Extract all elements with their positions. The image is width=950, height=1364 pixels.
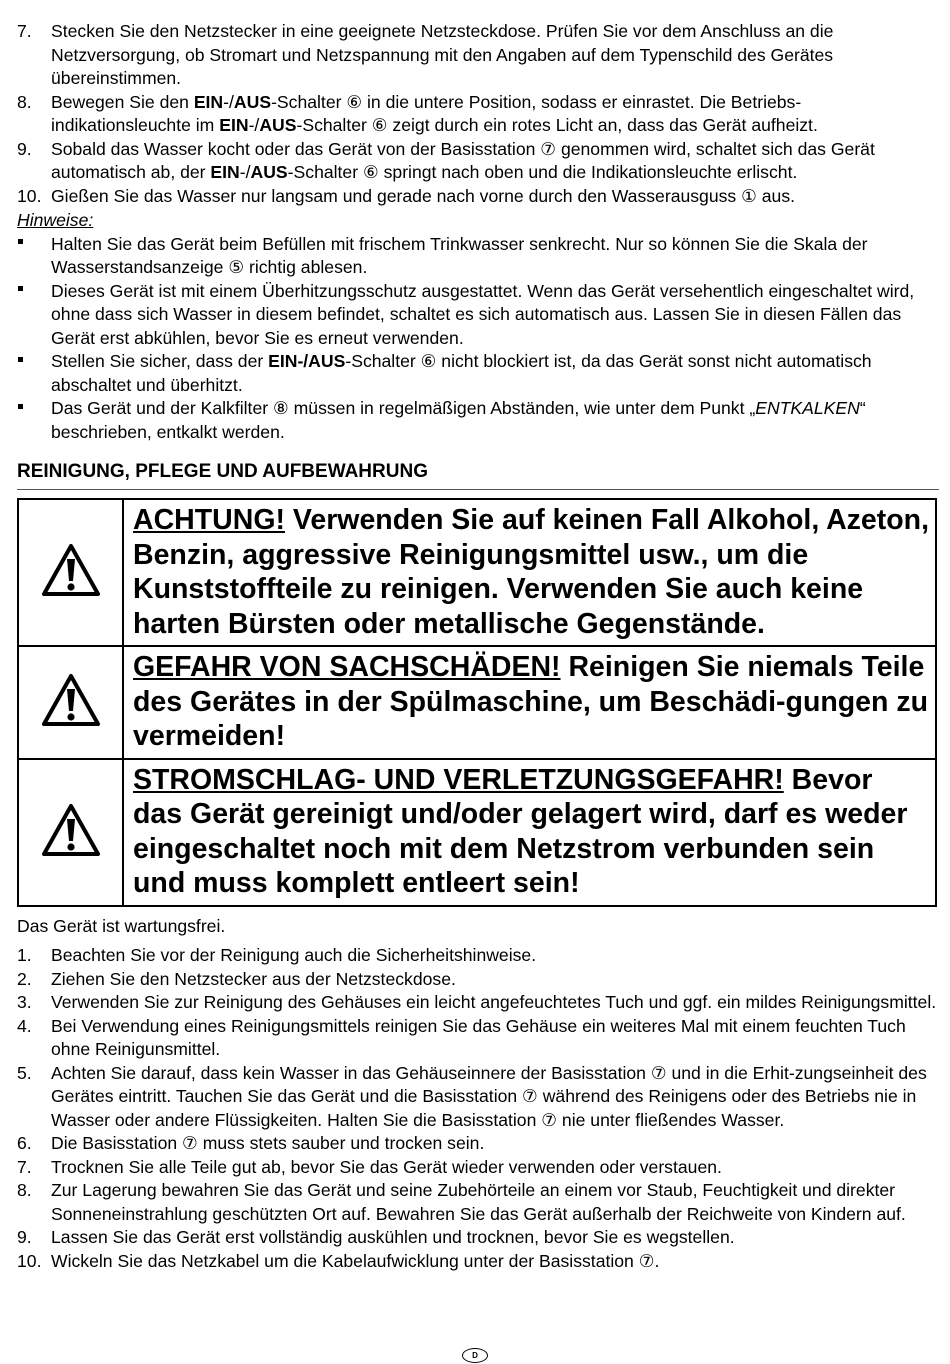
list-item <box>17 138 939 185</box>
item-text: Beachten Sie vor der Reinigung auch die Sicherheitshinweise. <box>51 945 537 965</box>
warning-text <box>123 759 936 906</box>
warning-body: Verwenden Sie auf keinen Fall Alkohol, Azeton, Benzin, aggressive Reinigungsmittel usw., um die Kunststoffteile zu reinigen. Verwenden Sie auch keine harten Bürsten oder metallische Gegenstände. <box>133 504 930 640</box>
item-number: 1. <box>17 945 32 965</box>
manual-page <box>17 20 939 1273</box>
bold-term: EIN <box>210 162 240 182</box>
bold-term: AUS <box>250 162 288 182</box>
warning-row <box>18 499 936 646</box>
warning-lead: ACHTUNG! <box>133 504 285 536</box>
item-text: Verwenden Sie zur Reinigung des Gehäuses ein leicht angefeuchtetes Tuch und ggf. ein mildes Reinigungsmittel. <box>51 992 937 1012</box>
text-run: -Schalter ⑥ springt nach oben und die Indikationsleuchte erlischt. <box>287 162 798 182</box>
usage-steps-list <box>17 20 939 208</box>
cleaning-steps-list <box>17 944 939 1273</box>
item-number: 7. <box>17 1156 32 1177</box>
item-text <box>51 138 939 185</box>
list-item <box>17 1062 939 1133</box>
item-text: Wickeln Sie das Netzkabel um die Kabelaufwicklung unter der Basisstation ⑦. <box>51 1250 660 1271</box>
warning-text <box>123 646 936 759</box>
note-text <box>51 280 939 351</box>
text-run: Gießen Sie das Wasser nur langsam und gerade nach vorne durch den Wasserausguss ① aus. <box>51 185 796 206</box>
list-item <box>17 1015 939 1062</box>
bold-term: EIN <box>193 91 224 112</box>
text-run: Dieses Gerät ist mit einem Überhitzungsschutz ausgestattet. Wenn das Gerät versehentlich eingeschaltet wird, ohne dass sich Wasser in diesem befindet, schaltet es sich automatisch aus. Lassen Sie in diesen Fällen das Gerät erst abkühlen, bevor Sie es erneut verwenden. <box>51 280 915 348</box>
bold-term: EIN-/AUS <box>268 351 346 371</box>
bullet-icon <box>17 233 51 280</box>
item-number: 8. <box>17 91 32 112</box>
warning-triangle-icon <box>18 646 123 759</box>
note-text <box>51 350 939 397</box>
text-run: Halten Sie das Gerät beim Befüllen mit frischem Trinkwasser senkrecht. Nur so können Sie die Skala der Wasserstandsanzeige ⑤ richtig ablesen. <box>51 233 868 277</box>
text-run: -/ <box>223 91 234 112</box>
note-item <box>17 350 939 397</box>
item-text: Lassen Sie das Gerät erst vollständig auskühlen und trocknen, bevor Sie es wegstellen. <box>51 1227 735 1247</box>
language-marker: D <box>462 1348 488 1363</box>
item-number: 7. <box>17 21 32 41</box>
warning-body: Reinigen Sie niemals Teile des Gerätes in der Spülmaschine, um Beschädi-gungen zu vermeiden! <box>133 651 929 752</box>
list-item <box>17 1156 939 1180</box>
maintenance-note: Das Gerät ist wartungsfrei. <box>17 915 226 936</box>
list-item <box>17 1226 939 1250</box>
text-run: Das Gerät und der Kalkfilter ⑧ müssen in regelmäßigen Abständen, wie unter dem Punkt „ <box>51 398 756 418</box>
warning-text <box>123 499 936 646</box>
text-run: -Schalter ⑥ in die untere Position, sodass er einrastet. Die Betriebs-indikationsleuchte im <box>51 91 802 135</box>
notes-list <box>17 233 939 445</box>
list-item <box>17 185 939 209</box>
list-item <box>17 91 939 138</box>
item-text: Achten Sie darauf, dass kein Wasser in das Gehäuseinnere der Basisstation ⑦ und in die Erhit-zungseinheit des Gerätes eintritt. Tauchen Sie das Gerät und die Basisstation ⑦ während des Reinigens oder des Betriebs nie in Wasser oder andere Flüssigkeiten. Halten Sie die Basisstation ⑦ nie unter fließendes Wasser. <box>51 1062 927 1130</box>
text-run: -Schalter ⑥ nicht blockiert ist, da das Gerät sonst nicht automatisch abschaltet und überhitzt. <box>51 351 872 395</box>
warning-triangle-icon <box>18 759 123 906</box>
item-text: Ziehen Sie den Netzstecker aus der Netzsteckdose. <box>51 968 456 989</box>
item-text: Trocknen Sie alle Teile gut ab, bevor Sie das Gerät wieder verwenden oder verstauen. <box>51 1156 722 1177</box>
note-item <box>17 233 939 280</box>
item-number: 3. <box>17 992 32 1012</box>
item-number: 9. <box>17 1227 32 1247</box>
note-text <box>51 233 939 280</box>
list-item <box>17 1179 939 1226</box>
item-number: 10. <box>17 1250 42 1271</box>
item-number: 5. <box>17 1062 32 1083</box>
text-run: Sobald das Wasser kocht oder das Gerät von der Basisstation ⑦ genommen wird, schaltet sich das Gerät automatisch ab, der <box>51 138 875 182</box>
item-text: Bei Verwendung eines Reinigungsmittels reinigen Sie das Gehäuse ein weiteres Mal mit einem feuchten Tuch ohne Reinigunsmittel. <box>51 1015 906 1059</box>
item-number: 4. <box>17 1015 32 1036</box>
item-text: Die Basisstation ⑦ muss stets sauber und trocken sein. <box>51 1133 485 1153</box>
warning-lead: GEFAHR VON SACHSCHÄDEN! <box>133 651 561 683</box>
item-text <box>51 185 939 209</box>
list-item <box>17 1132 939 1156</box>
bullet-icon <box>17 397 51 444</box>
text-run: -/ <box>239 162 251 182</box>
item-number: 2. <box>17 968 32 989</box>
bold-term: AUS <box>233 91 272 112</box>
text-run: -/ <box>248 115 260 135</box>
warning-row <box>18 646 936 759</box>
item-text <box>51 20 939 91</box>
bold-term: AUS <box>259 115 297 135</box>
text-run: “ beschrieben, entkalkt werden. <box>51 398 866 442</box>
list-item <box>17 968 939 992</box>
text-run: -Schalter ⑥ zeigt durch ein rotes Licht an, dass das Gerät aufheizt. <box>296 115 818 135</box>
notes-heading: Hinweise: <box>17 210 94 230</box>
list-item <box>17 944 939 968</box>
item-number: 8. <box>17 1180 32 1200</box>
item-text <box>51 91 939 138</box>
item-number: 6. <box>17 1133 32 1153</box>
bold-term: EIN <box>219 115 249 135</box>
text-run: Bewegen Sie den <box>51 91 194 112</box>
list-item <box>17 991 939 1015</box>
note-item <box>17 280 939 351</box>
warning-triangle-icon <box>18 499 123 646</box>
bullet-icon <box>17 350 51 397</box>
warning-body: Bevor das Gerät gereinigt und/oder gelagert wird, darf es weder eingeschaltet noch mit dem Netzstrom verbunden sein und muss komplett entleert sein! <box>133 763 908 899</box>
text-run: Stellen Sie sicher, dass der <box>51 351 269 371</box>
bullet-icon <box>17 280 51 351</box>
section-heading: REINIGUNG, PFLEGE UND AUFBEWAHRUNG <box>17 461 428 482</box>
list-item <box>17 1250 939 1274</box>
text-run: Stecken Sie den Netzstecker in eine geeignete Netzsteckdose. Prüfen Sie vor dem Anschluss an die Netzversorgung, ob Stromart und Netzspannung mit den Angaben auf dem Typenschild des Gerätes übereinstimmen. <box>51 21 834 88</box>
list-item <box>17 20 939 91</box>
item-number: 10. <box>17 185 42 206</box>
warning-row <box>18 759 936 906</box>
note-item <box>17 397 939 444</box>
note-text <box>51 397 939 444</box>
warnings-table <box>17 498 937 907</box>
item-text: Zur Lagerung bewahren Sie das Gerät und seine Zubehörteile an einem vor Staub, Feuchtigkeit und direkter Sonneneinstrahlung geschützten Ort auf. Bewahren Sie das Gerät außerhalb der Reichweite von Kindern auf. <box>51 1180 906 1224</box>
item-number: 9. <box>17 138 32 159</box>
italic-term: ENTKALKEN <box>755 398 860 418</box>
heading-rule <box>17 489 939 490</box>
warning-lead: STROMSCHLAG- UND VERLETZUNGSGEFAHR! <box>133 763 784 796</box>
